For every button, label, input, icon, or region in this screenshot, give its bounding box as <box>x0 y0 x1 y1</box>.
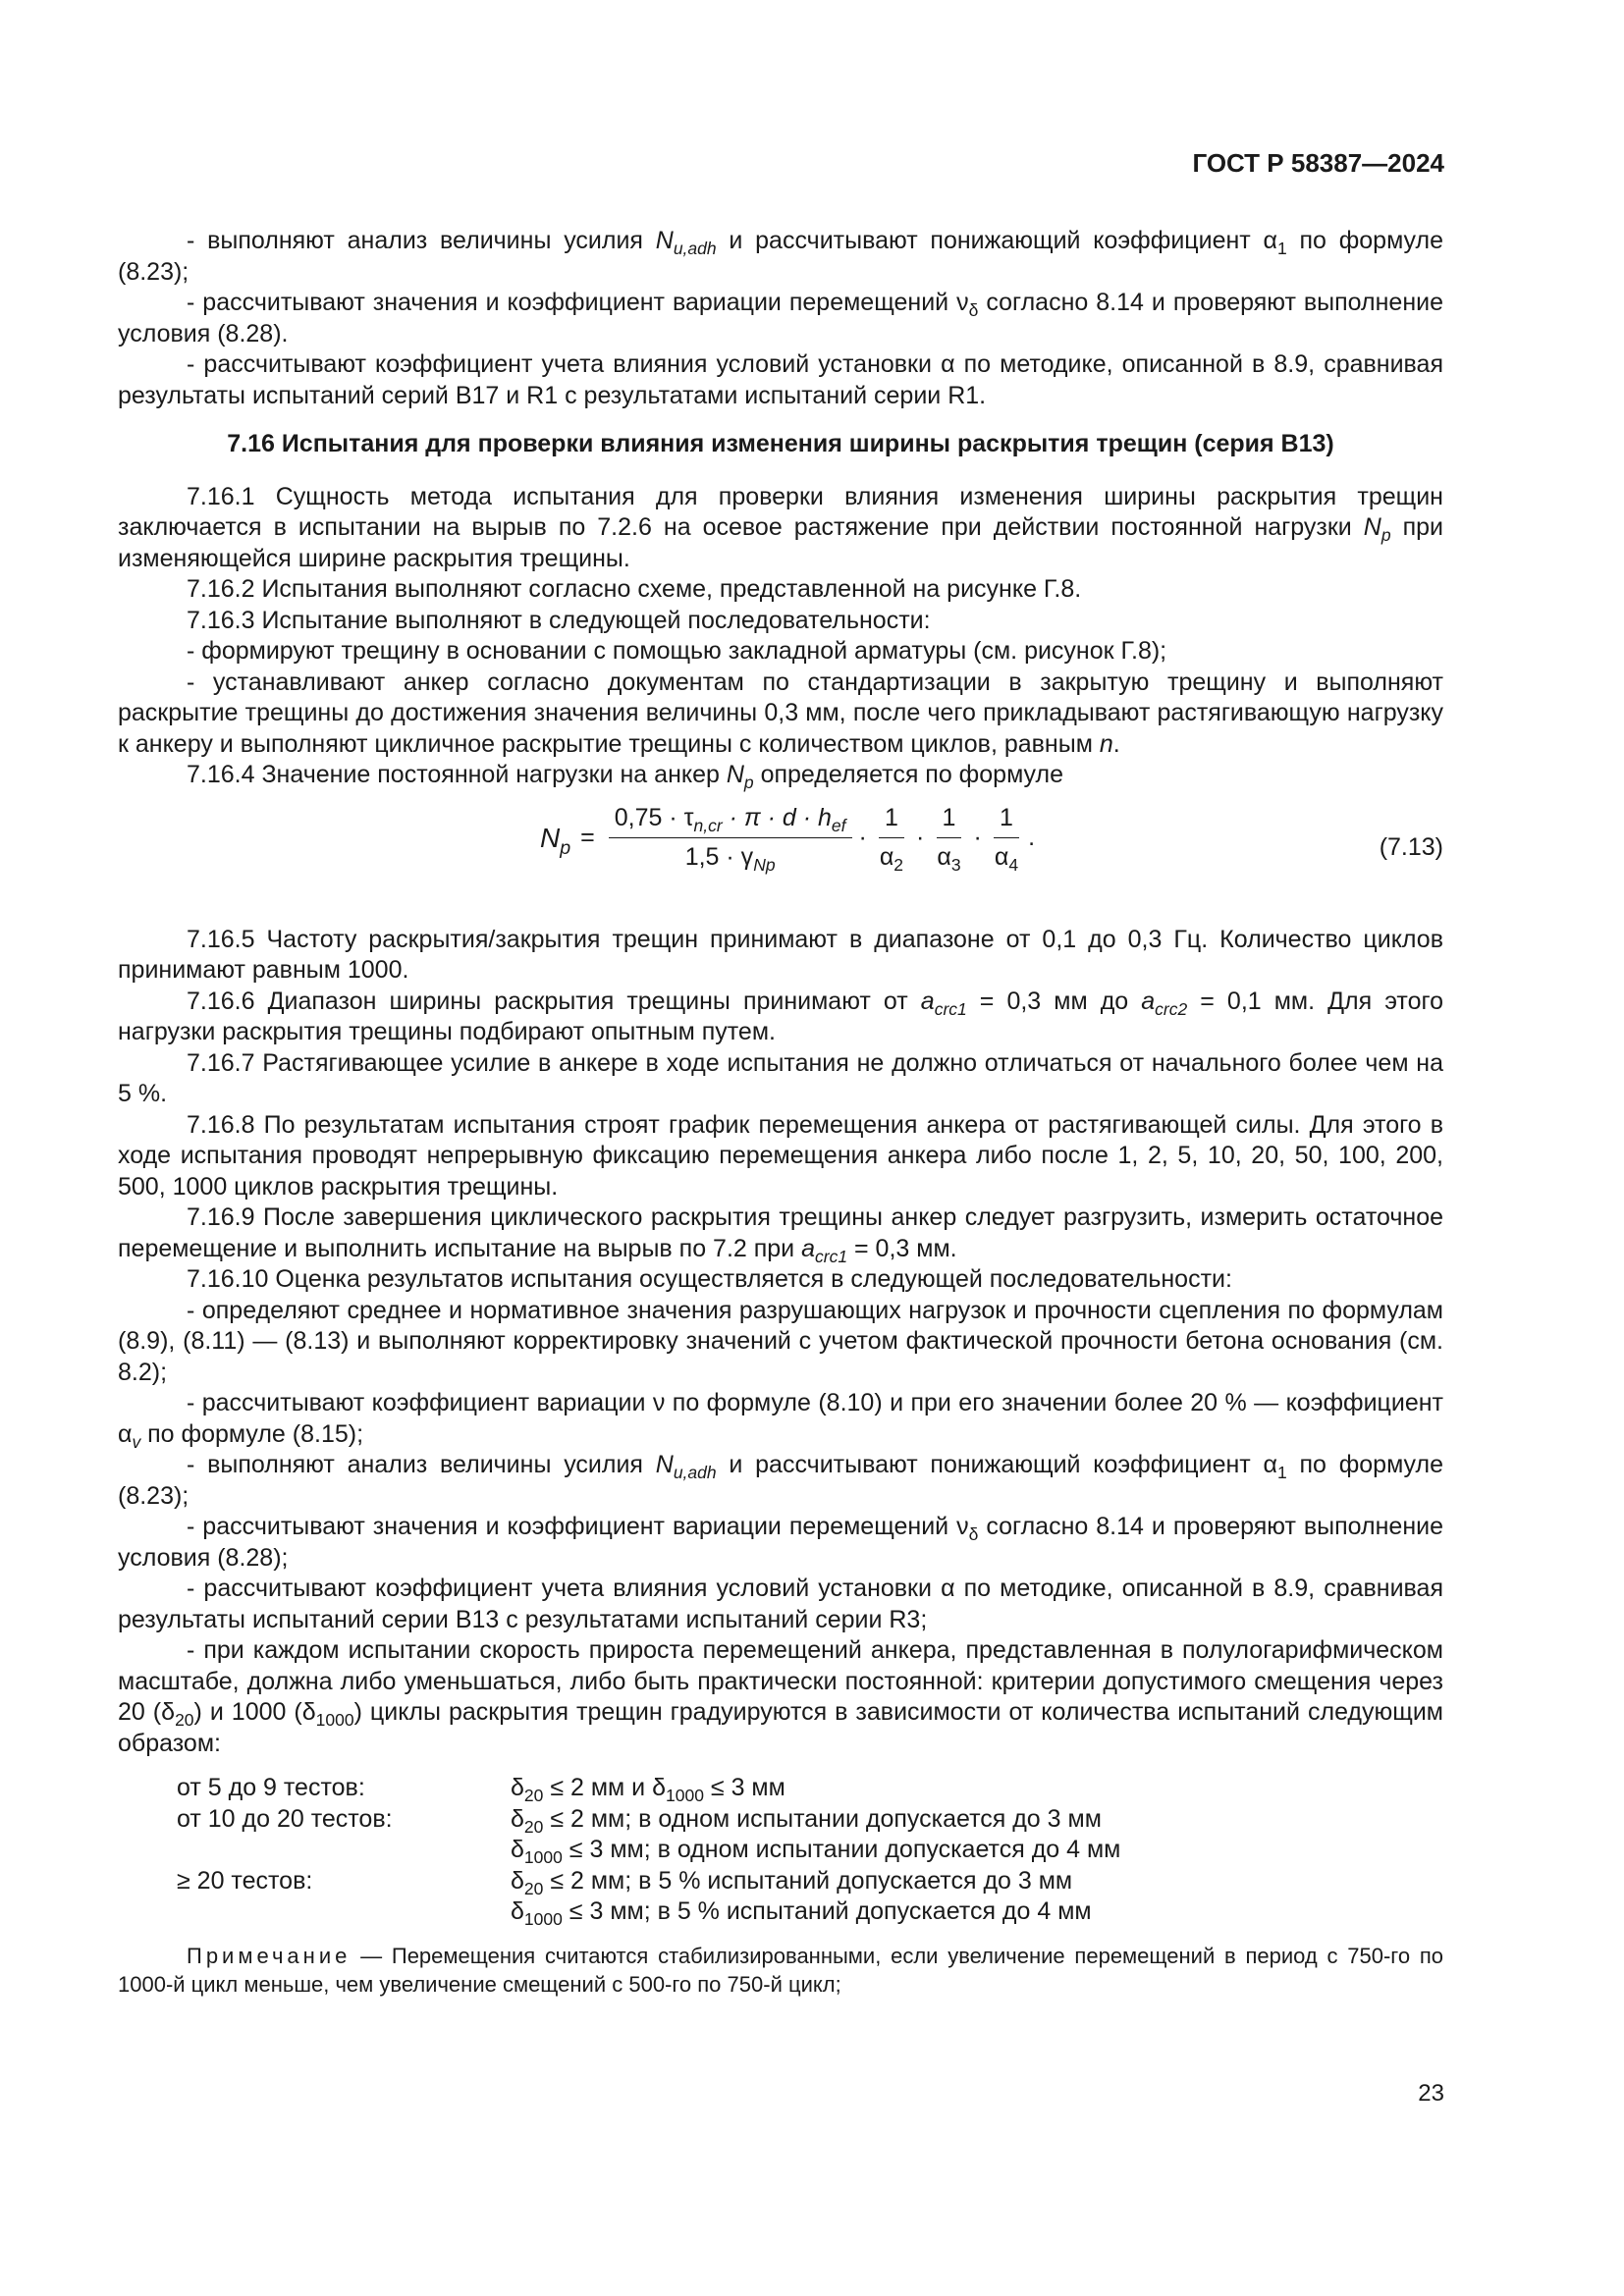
text: согласно 8.14 и проверяют выполнение условия (8.28). <box>118 289 1443 347</box>
subscript: 1000 <box>315 1710 354 1731</box>
subscript: 4 <box>1008 855 1019 876</box>
text: ≤ 3 мм; в одном испытании допускается до 4 мм <box>562 1836 1121 1863</box>
text: ≤ 2 мм; в одном испытании допускается до 3 мм <box>543 1804 1102 1833</box>
criteria-value <box>511 1835 1443 1866</box>
paragraph-7-16-10: 7.16.10 Оценка результатов испытания осуществляется в следующей последовательности: <box>187 1265 1232 1293</box>
fraction-alpha-4 <box>989 803 1024 874</box>
text: и рассчитывают понижающий коэффициент <box>716 227 1264 254</box>
subscript: ef <box>831 815 846 835</box>
paragraph-7-16-3: 7.16.3 Испытание выполняют в следующей последовательности: <box>187 606 931 634</box>
symbol-alpha: α <box>994 843 1009 871</box>
multiply-dot: · <box>916 823 925 851</box>
subscript: p <box>560 836 571 859</box>
paragraph-analysis <box>118 226 1443 288</box>
text: 7.16.9 После завершения циклического раскрытия трещины анкер следует разгрузить, измерить остаточное перемещение и выполнить испытание на вырыв по 7.2 при <box>118 1203 1443 1262</box>
paragraph-7-16-3-b <box>118 667 1443 761</box>
criteria-label: от 5 до 9 тестов: <box>177 1774 365 1801</box>
criteria-value <box>511 1804 1443 1836</box>
symbol-n: N <box>1363 513 1381 541</box>
subscript: v <box>132 1431 141 1452</box>
equals-sign: = <box>580 823 595 851</box>
paragraph-install-coefficient <box>118 349 1443 411</box>
symbol-nu: ν <box>956 1513 969 1540</box>
text: ≤ 3 мм; в 5 % испытаний допускается до 4 мм <box>562 1897 1092 1925</box>
note-label: Примечание <box>187 1943 352 1968</box>
text: = 0,3 мм. <box>847 1234 957 1262</box>
fraction-numerator: 1 <box>879 803 904 839</box>
subscript: 3 <box>950 855 961 876</box>
symbol-a: a <box>801 1234 815 1262</box>
multiply-dot: · <box>973 823 982 851</box>
subscript: 1000 <box>523 1847 563 1868</box>
symbol-delta: δ <box>511 1836 524 1863</box>
fraction-numerator <box>609 803 852 839</box>
subscript: 20 <box>523 1816 544 1837</box>
subscript: 1000 <box>523 1909 563 1930</box>
symbol-n: N <box>655 227 674 254</box>
symbol-alpha: α <box>941 350 955 378</box>
subscript: δ <box>968 300 979 321</box>
paragraph-7-16-3-a: - формируют трещину в основании с помощью закладной арматуры (см. рисунок Г.8); <box>187 637 1167 665</box>
subscript: p <box>1380 525 1391 546</box>
formula-body <box>540 803 1035 874</box>
paragraph-7-16-9 <box>118 1202 1443 1264</box>
paragraph-7-16-8: 7.16.8 По результатам испытания строят график перемещения анкера от растягивающей силы. Для этого в ходе испытания проводят непрерывную фиксацию перемещения анкера либо после 1, 2, 5, 10, 20, 50, 100, 200, 500, 1000 циклов раскрытия трещины. <box>118 1110 1443 1201</box>
document-id-header: ГОСТ Р 58387—2024 <box>1192 148 1444 178</box>
text: ) и 1000 ( <box>193 1698 302 1726</box>
symbol-n: n <box>1099 729 1113 758</box>
text: согласно 8.14 и проверяют выполнение условия (8.28); <box>118 1513 1443 1572</box>
symbol-a: a <box>920 987 935 1015</box>
paragraph-variation <box>118 288 1443 349</box>
paragraph-7-16-4 <box>118 760 1443 791</box>
text: по формуле (8.23); <box>118 1451 1443 1510</box>
subscript: 1 <box>1276 239 1287 259</box>
subscript: 20 <box>523 1878 544 1898</box>
text: - рассчитывают коэффициент вариации <box>187 1389 653 1416</box>
text: . <box>1112 729 1120 758</box>
criteria-row <box>177 1773 1443 1804</box>
symbol-alpha: α <box>1263 1451 1277 1478</box>
text: ≤ 3 мм <box>703 1774 785 1801</box>
paragraph-7-16-5: 7.16.5 Частоту раскрытия/закрытия трещин принимают в диапазоне от 0,1 до 0,3 Гц. Количество циклов принимают равным 1000. <box>118 925 1443 984</box>
page-content <box>118 226 1443 1999</box>
criteria-label: от 10 до 20 тестов: <box>177 1804 393 1833</box>
text: - рассчитывают значения и коэффициент вариации перемещений <box>187 289 957 316</box>
text: по формуле (8.23); <box>118 227 1443 286</box>
fraction-denominator <box>931 838 966 874</box>
main-fraction <box>609 803 852 874</box>
subscript: crc2 <box>1155 998 1188 1019</box>
symbol-delta: δ <box>511 1804 524 1833</box>
symbol-delta: δ <box>511 1866 524 1895</box>
text: 7.16.4 Значение постоянной нагрузки на анкер <box>187 761 727 788</box>
fraction-alpha-3 <box>931 803 966 874</box>
section-heading: 7.16 Испытания для проверки влияния изменения ширины раскрытия трещин (серия В13) <box>227 430 1334 457</box>
text: при изменяющейся ширине раскрытия трещины. <box>118 513 1443 572</box>
subscript: 20 <box>175 1710 194 1731</box>
symbol-delta: δ <box>511 1897 524 1925</box>
note <box>118 1942 1443 1999</box>
fraction-numerator: 1 <box>994 803 1019 839</box>
subscript: crc1 <box>815 1246 848 1266</box>
paragraph-7-16-10-d <box>118 1512 1443 1574</box>
subscript: Np <box>753 855 776 876</box>
subscript: n,cr <box>693 815 723 835</box>
criteria-label: ≥ 20 тестов: <box>177 1866 313 1895</box>
text: по формуле (8.15); <box>140 1419 364 1448</box>
symbol-alpha: α <box>118 1419 133 1448</box>
text: - устанавливают анкер согласно документам по стандартизации в закрытую трещину и выполняют раскрытие трещины до достижения значения величины 0,3 мм, после чего прикладывают растягивающую нагрузку к анкеру и выполняют цикличное раскрытие трещины с количеством циклов, равным <box>118 667 1443 758</box>
subscript: crc1 <box>934 998 967 1019</box>
criteria-row <box>177 1835 1443 1866</box>
symbol-nu: ν <box>956 289 969 316</box>
symbol-alpha: α <box>1263 227 1277 254</box>
symbol-n: N <box>655 1451 674 1478</box>
text: по методике, описанной в 8.9, сравнивая результаты испытаний серий В17 и R1 с результатами испытаний серии R1. <box>118 350 1443 409</box>
text: по формуле (8.10) и при его значении более 20 % — коэффициент <box>665 1389 1444 1416</box>
criteria-row <box>177 1896 1443 1928</box>
text: 7.16.1 Сущность метода испытания для проверки влияния изменения ширины раскрытия трещин заключается в испытании на вырыв по 7.2.6 на осевое растяжение при действии постоянной нагрузки <box>118 482 1443 541</box>
criteria-value <box>511 1773 1443 1804</box>
subscript: 1000 <box>666 1786 704 1806</box>
criteria-value <box>511 1866 1443 1897</box>
formula-lhs <box>540 822 571 859</box>
criteria-row <box>177 1866 1443 1897</box>
criteria-label-empty <box>177 1896 511 1928</box>
note-text: — Перемещения считаются стабилизированными, если увеличение перемещений в период с 750-го по 1000-й цикл меньше, чем увеличение смещений с 500-го по 750-й цикл; <box>118 1943 1443 1997</box>
text: 7.16.6 Диапазон ширины раскрытия трещины принимают от <box>187 987 921 1015</box>
fraction-denominator <box>989 838 1024 874</box>
paragraph-7-16-6 <box>118 987 1443 1048</box>
criteria-value <box>511 1896 1443 1928</box>
text: по методике, описанной в 8.9, сравнивая результаты испытаний серии В13 с результатами испытаний серии R3; <box>118 1575 1443 1633</box>
text: - рассчитывают коэффициент учета влияния условий установки <box>187 350 942 378</box>
subscript: u,adh <box>673 1463 717 1483</box>
fraction-numerator: 1 <box>937 803 962 839</box>
symbol-alpha: α <box>937 843 951 871</box>
symbol-alpha: α <box>879 843 894 871</box>
paragraph-7-16-1 <box>118 482 1443 575</box>
symbol-nu: ν <box>652 1389 666 1416</box>
text: ≤ 2 мм и <box>543 1774 653 1801</box>
text: = 0,1 мм. Для этого нагрузки раскрытия трещины подбирают опытным путем. <box>118 987 1443 1045</box>
subscript: 20 <box>523 1786 544 1806</box>
text: 1,5 · γ <box>684 843 754 871</box>
formula-7-13 <box>118 793 1443 911</box>
paragraph-7-16-2: 7.16.2 Испытания выполняют согласно схеме, представленной на рисунке Г.8. <box>187 575 1082 603</box>
paragraph-7-16-10-a: - определяют среднее и нормативное значения разрушающих нагрузок и прочности сцепления по формулам (8.9), (8.11) — (8.13) и выполняют корректировку значений с учетом фактической прочности бетона основания (см. 8.2); <box>118 1296 1443 1386</box>
symbol-delta: δ <box>161 1698 176 1726</box>
fraction-denominator <box>874 838 909 874</box>
symbol-n: N <box>726 761 744 788</box>
text: 0,75 · τ <box>614 803 694 831</box>
symbol-alpha: α <box>941 1575 955 1602</box>
criteria-label-empty <box>177 1835 511 1866</box>
text: - рассчитывают значения и коэффициент вариации перемещений <box>187 1513 957 1540</box>
subscript: δ <box>968 1524 979 1545</box>
page-number: 23 <box>1418 2080 1444 2107</box>
symbol-delta: δ <box>652 1774 667 1801</box>
paragraph-7-16-10-e <box>118 1574 1443 1635</box>
text: = 0,3 мм до <box>966 987 1142 1015</box>
symbol-n: N <box>540 822 561 853</box>
text: - выполняют анализ величины усилия <box>187 1451 656 1478</box>
subscript: 2 <box>893 855 904 876</box>
paragraph-7-16-10-c <box>118 1450 1443 1512</box>
criteria-row <box>177 1804 1443 1836</box>
text: и рассчитывают понижающий коэффициент <box>716 1451 1264 1478</box>
text: определяется по формуле <box>753 761 1063 788</box>
fraction-denominator <box>679 838 782 874</box>
paragraph-7-16-10-b <box>118 1388 1443 1450</box>
text: ≤ 2 мм; в 5 % испытаний допускается до 3 мм <box>543 1866 1073 1895</box>
criteria-table <box>177 1773 1443 1928</box>
symbol-delta: δ <box>301 1698 316 1726</box>
equation-number: (7.13) <box>1379 832 1443 861</box>
symbol-delta: δ <box>511 1774 524 1801</box>
subscript: p <box>743 773 754 793</box>
multiply-dot: · <box>858 823 867 851</box>
fraction-alpha-2 <box>874 803 909 874</box>
paragraph-7-16-10-f <box>118 1635 1443 1759</box>
symbol-a: a <box>1141 987 1156 1015</box>
subscript: 1 <box>1276 1463 1287 1483</box>
text: - рассчитывают коэффициент учета влияния условий установки <box>187 1575 942 1602</box>
text: · π · d · h <box>722 803 832 831</box>
text: ) циклы раскрытия трещин градуируются в зависимости от количества испытаний следующим образом: <box>118 1698 1443 1757</box>
paragraph-7-16-7: 7.16.7 Растягивающее усилие в анкере в ходе испытания не должно отличаться от начального более чем на 5 %. <box>118 1048 1443 1107</box>
subscript: u,adh <box>673 239 717 259</box>
text: - при каждом испытании скорость прироста перемещений анкера, представленная в полулогарифмическом масштабе, должна либо уменьшаться, либо быть практически постоянной: критерии допустимого смещения через 20 ( <box>118 1636 1443 1726</box>
text: - выполняют анализ величины усилия <box>187 227 656 254</box>
formula-end: . <box>1028 823 1036 851</box>
